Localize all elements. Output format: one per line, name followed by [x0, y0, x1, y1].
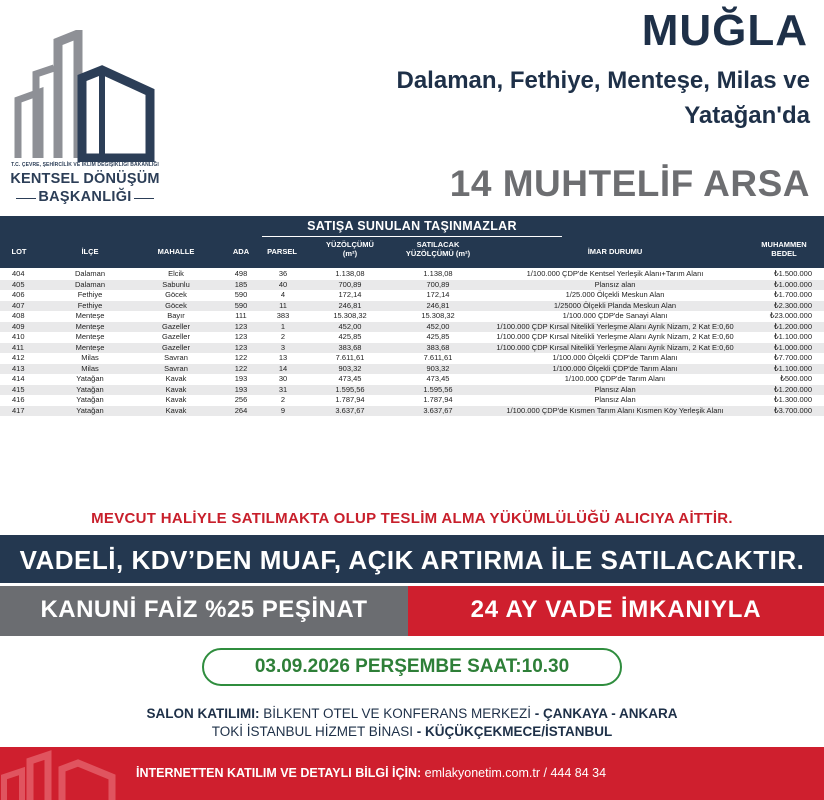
cell-mahalle: Sabunlu	[162, 279, 190, 289]
cell-yuzolcumu: 246,81	[338, 300, 362, 310]
cell-ada: 590	[234, 300, 248, 310]
cell-mahalle: Kavak	[165, 384, 187, 394]
cell-ilce: Fethiye	[77, 290, 103, 299]
table-row	[0, 269, 824, 280]
table-title: SATIŞA SUNULAN TAŞINMAZLAR	[307, 219, 517, 233]
lots-count-title: 14 MUHTELİF ARSA	[449, 163, 810, 204]
cell-lot: 416	[12, 395, 25, 404]
cell-lot: 408	[12, 311, 25, 320]
table-row	[0, 301, 824, 312]
cell-ada: 111	[235, 311, 247, 320]
table-row	[0, 385, 824, 396]
cell-yuzolcumu: 1.595,56	[335, 384, 365, 394]
cell-lot: 412	[12, 353, 25, 362]
cell-parsel: 4	[280, 290, 286, 299]
cell-bedel: ₺23.000.000	[769, 311, 812, 320]
building-skyline-icon	[0, 747, 130, 800]
cell-ada: 193	[234, 374, 248, 383]
venue-line-ankara	[0, 706, 824, 721]
cell-ilce: Menteşe	[75, 342, 105, 352]
table-row	[0, 311, 824, 322]
table-row	[0, 332, 824, 343]
col-header-yuzolcumu-label: YÜZÖLÇÜMÜ	[326, 240, 374, 249]
table-row	[0, 395, 824, 406]
logo-title-line2: BAŞKANLIĞI	[38, 189, 132, 205]
cell-parsel: 383	[276, 311, 290, 320]
cell-mahalle: Gazeller	[162, 332, 190, 341]
cell-parsel: 36	[278, 269, 288, 278]
cell-yuzolcumu: 903,32	[338, 363, 362, 373]
cell-lot: 409	[12, 321, 25, 331]
table-row	[0, 364, 824, 375]
cell-parsel: 9	[280, 405, 286, 415]
cell-ada: 264	[234, 405, 248, 415]
col-header-satilacak	[396, 240, 480, 258]
col-header-imar: İMAR DURUMU	[587, 247, 643, 256]
col-header-bedel-line1: MUHAMMEN	[761, 240, 807, 249]
col-header-yuzolcumu	[316, 240, 384, 258]
cell-parsel: 31	[278, 384, 288, 394]
cell-ada: 256	[234, 395, 248, 404]
cell-parsel: 1	[280, 321, 286, 331]
cell-bedel: ₺1.100.000	[773, 363, 812, 373]
cell-mahalle: Elcik	[168, 269, 184, 278]
cell-satilacak: 473,45	[426, 374, 450, 383]
cell-parsel: 14	[278, 363, 288, 373]
city-title: MUĞLA	[641, 6, 808, 55]
cell-ada: 193	[234, 384, 248, 394]
cell-satilacak: 425,85	[426, 332, 450, 341]
table-row	[0, 353, 824, 364]
cell-mahalle: Göcek	[165, 300, 187, 310]
cell-ilce: Yatağan	[76, 405, 104, 415]
cell-lot: 413	[12, 363, 25, 373]
cell-lot: 404	[12, 269, 25, 278]
cell-imar: 1/100.000 ÇDP Kırsal Nitelikli Yerleşme Alanı Ayrık Nizam, 2 Kat E:0,60	[496, 321, 734, 331]
cell-imar: 1/100.000 Ölçekli ÇDP'de Tarım Alanı	[552, 363, 678, 373]
cell-ada: 122	[234, 363, 248, 373]
col-header-ada: ADA	[232, 247, 250, 256]
cell-mahalle: Kavak	[165, 395, 187, 404]
cell-ilce: Milas	[81, 353, 99, 362]
cell-mahalle: Gazeller	[162, 321, 190, 331]
building-skyline-icon	[10, 30, 160, 162]
cell-ilce: Menteşe	[75, 321, 105, 331]
cell-ilce: Milas	[81, 363, 99, 373]
table-row	[0, 343, 824, 354]
auction-date-badge: 03.09.2026 PERŞEMBE SAAT:10.30	[202, 648, 622, 686]
cell-lot: 405	[12, 279, 25, 289]
cell-ilce: Menteşe	[75, 311, 105, 320]
cell-ada: 123	[234, 332, 248, 341]
table-row	[0, 374, 824, 385]
cell-parsel: 2	[280, 332, 286, 341]
cell-ilce: Menteşe	[75, 332, 105, 341]
cell-bedel: ₺500.000	[780, 374, 812, 383]
cell-yuzolcumu: 15.308,32	[333, 311, 367, 320]
footer-label: İNTERNETTEN KATILIM VE DETAYLI BİLGİ İÇİN:	[136, 766, 422, 780]
kentsel-donusum-logo	[10, 30, 160, 210]
col-header-satilacak-line2: YÜZÖLÇÜMÜ (m²)	[405, 249, 471, 258]
cell-ilce: Dalaman	[74, 269, 105, 278]
cell-bedel: ₺1.000.000	[773, 279, 812, 289]
cell-yuzolcumu: 383,68	[338, 342, 362, 352]
cell-parsel: 3	[280, 342, 286, 352]
cell-imar: 1/100.000 ÇDP Kırsal Nitelikli Yerleşme Alanı Ayrık Nizam, 2 Kat E:0,60	[496, 332, 734, 341]
down-payment-text: KANUNİ FAİZ %25 PEŞİNAT	[40, 596, 368, 623]
districts-subtitle: Dalaman, Fethiye, Menteşe, Milas ve Yatağan'da	[396, 67, 810, 129]
venue-separator: -	[413, 724, 426, 739]
website-link[interactable]: emlakyonetim.com.tr	[424, 766, 540, 780]
footer-bar	[0, 747, 824, 800]
cell-imar: Plansız Alan	[594, 395, 636, 404]
col-header-yuzolcumu-unit: (m²)	[342, 249, 358, 258]
cell-ada: 123	[234, 321, 248, 331]
cell-lot: 407	[12, 300, 25, 310]
cell-satilacak: 246,81	[426, 300, 450, 310]
cell-imar: Plansız Alan	[594, 384, 636, 394]
cell-satilacak: 903,32	[426, 363, 450, 373]
cell-lot: 414	[12, 374, 25, 383]
cell-imar: Plansız alan	[594, 279, 636, 289]
cell-satilacak: 1.595,56	[423, 384, 453, 394]
cell-parsel: 11	[279, 300, 287, 310]
cell-mahalle: Göcek	[165, 290, 187, 299]
logo-title-line1: KENTSEL DÖNÜŞÜM	[10, 171, 160, 187]
cell-bedel: ₺1.200.000	[773, 321, 812, 331]
cell-yuzolcumu: 473,45	[338, 374, 362, 383]
venue-place-ankara: BİLKENT OTEL VE KONFERANS MERKEZİ	[263, 706, 532, 721]
cell-mahalle: Bayır	[167, 311, 185, 320]
cell-bedel: ₺1.500.000	[773, 269, 812, 278]
cell-satilacak: 452,00	[426, 321, 450, 331]
cell-ada: 123	[234, 342, 248, 352]
footer-divider: /	[543, 766, 547, 780]
cell-lot: 411	[12, 342, 24, 352]
cell-ada: 498	[234, 269, 248, 278]
cell-yuzolcumu: 1.138,08	[335, 269, 365, 278]
cell-mahalle: Savran	[164, 363, 188, 373]
cell-bedel: ₺1.000.000	[773, 342, 812, 352]
table-row	[0, 280, 824, 291]
cell-imar: 1/100.000 ÇDP Kırsal Nitelikli Yerleşme Alanı Ayrık Nizam, 2 Kat E:0,60	[496, 342, 734, 352]
cell-satilacak: 172,14	[426, 290, 450, 299]
cell-ada: 185	[234, 279, 248, 289]
cell-mahalle: Gazeller	[162, 342, 190, 352]
col-header-mahalle: MAHALLE	[157, 247, 195, 256]
col-header-ilce: İLÇE	[81, 247, 99, 256]
cell-yuzolcumu: 700,89	[338, 279, 362, 289]
col-header-parsel: PARSEL	[267, 247, 297, 256]
cell-ilce: Fethiye	[77, 300, 103, 310]
venue-separator: -	[531, 706, 544, 721]
cell-bedel: ₺1.100.000	[773, 332, 812, 341]
cell-ilce: Yatağan	[76, 395, 104, 404]
cell-lot: 415	[12, 384, 25, 394]
col-header-lot: LOT	[11, 247, 27, 256]
col-header-bedel	[748, 240, 820, 258]
cell-yuzolcumu: 7.611,61	[335, 353, 365, 362]
cell-imar: 1/100.000 ÇDP'de Kısmen Tarım Alanı Kısmen Köy Yerleşik Alanı	[506, 405, 724, 415]
cell-imar: 1/100.000 ÇDP'de Sanayi Alanı	[562, 311, 668, 320]
cell-satilacak: 7.611,61	[423, 353, 453, 362]
property-table-body	[0, 269, 824, 416]
phone-number[interactable]: 444 84 34	[550, 766, 607, 780]
cell-yuzolcumu: 452,00	[338, 321, 362, 331]
venue-line-istanbul	[0, 724, 824, 739]
cell-bedel: ₺2.300.000	[773, 300, 812, 310]
table-title-divider	[262, 236, 562, 237]
cell-bedel: ₺7.700.000	[773, 353, 812, 362]
logo-rule-right	[134, 198, 154, 199]
table-header	[0, 216, 824, 268]
cell-satilacak: 15.308,32	[421, 311, 455, 320]
cell-ada: 122	[234, 353, 248, 362]
venue-district-ankara: ÇANKAYA	[543, 706, 608, 721]
cell-bedel: ₺1.700.000	[773, 290, 812, 299]
sale-terms-text: VADELİ, KDV’DEN MUAF, AÇIK ARTIRMA İLE SATILACAKTIR.	[19, 545, 805, 575]
footer-info	[136, 766, 606, 780]
cell-ada: 590	[234, 290, 248, 299]
cell-satilacak: 700,89	[426, 279, 450, 289]
cell-satilacak: 1.138,08	[423, 269, 453, 278]
table-row	[0, 322, 824, 333]
cell-imar: 1/100.000 Ölçekli ÇDP'de Tarım Alanı	[552, 353, 678, 362]
installment-text: 24 AY VADE İMKANIYLA	[470, 596, 762, 623]
venue-label: SALON KATILIMI:	[146, 706, 260, 721]
cell-ilce: Dalaman	[74, 279, 105, 289]
cell-parsel: 2	[280, 395, 286, 404]
cell-imar: 1/100.000 ÇDP'de Tarım Alanı	[564, 374, 666, 383]
venue-city-ankara: ANKARA	[619, 706, 678, 721]
col-header-satilacak-line1: SATILACAK	[416, 240, 460, 249]
cell-bedel: ₺1.300.000	[773, 395, 812, 404]
delivery-obligation-notice: MEVCUT HALİYLE SATILMAKTA OLUP TESLİM ALMA YÜKÜMLÜLÜĞÜ ALICIYA AİTTİR.	[91, 510, 733, 527]
cell-parsel: 40	[278, 279, 288, 289]
cell-parsel: 13	[278, 353, 288, 362]
cell-yuzolcumu: 425,85	[338, 332, 362, 341]
cell-parsel: 30	[278, 374, 288, 383]
cell-imar: 1/25000 Ölçekli Planda Meskun Alan	[553, 300, 677, 310]
cell-lot: 406	[12, 290, 25, 299]
ministry-name: T.C. ÇEVRE, ŞEHİRCİLİK VE İKLİM DEĞİŞİKLİĞİ BAKANLIĞI	[11, 162, 159, 168]
cell-yuzolcumu: 172,14	[338, 290, 362, 299]
cell-satilacak: 1.787,94	[423, 395, 453, 404]
cell-yuzolcumu: 1.787,94	[335, 395, 365, 404]
cell-lot: 410	[12, 332, 25, 341]
venue-place-istanbul: TOKİ İSTANBUL HİZMET BİNASI	[211, 724, 414, 739]
col-header-bedel-line2: BEDEL	[771, 249, 797, 258]
cell-ilce: Yatağan	[76, 384, 104, 394]
cell-lot: 417	[12, 405, 25, 415]
cell-imar: 1/25.000 Ölçekli Meskun Alan	[565, 290, 665, 299]
venue-district-istanbul: KÜÇÜKÇEKMECE/İSTANBUL	[425, 724, 613, 739]
cell-mahalle: Kavak	[165, 405, 187, 415]
cell-bedel: ₺3.700.000	[773, 405, 812, 415]
cell-mahalle: Savran	[164, 353, 188, 362]
cell-bedel: ₺1.200.000	[773, 384, 812, 394]
table-row	[0, 406, 824, 417]
cell-satilacak: 3.637,67	[423, 405, 453, 415]
cell-yuzolcumu: 3.637,67	[335, 405, 365, 415]
cell-satilacak: 383,68	[426, 342, 450, 352]
cell-ilce: Yatağan	[76, 374, 104, 383]
cell-imar: 1/100.000 ÇDP'de Kentsel Yerleşik Alanı+Tarım Alanı	[526, 269, 704, 278]
venue-separator: -	[607, 706, 620, 721]
table-row	[0, 290, 824, 301]
cell-mahalle: Kavak	[165, 374, 187, 383]
